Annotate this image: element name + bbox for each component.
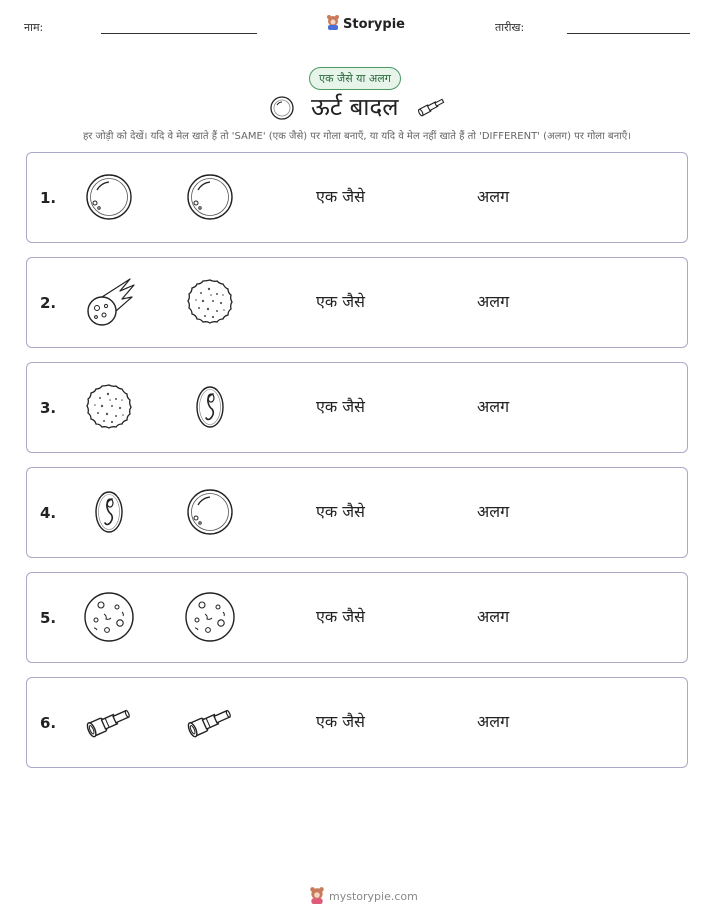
telescope-icon xyxy=(82,695,136,749)
same-option[interactable]: एक जैसे xyxy=(316,292,365,311)
question-row xyxy=(26,677,688,768)
worksheet-type-badge: एक जैसे या अलग xyxy=(309,67,401,90)
question-number: 6. xyxy=(40,714,57,732)
same-option[interactable]: एक जैसे xyxy=(316,397,365,416)
different-option[interactable]: अलग xyxy=(477,397,510,416)
different-option[interactable]: अलग xyxy=(477,607,510,626)
question-number: 5. xyxy=(40,609,57,627)
dust-cloud-icon xyxy=(82,380,136,434)
telescope-icon xyxy=(416,94,448,118)
moon-icon xyxy=(183,590,237,644)
logo-text: Storypie xyxy=(343,16,405,32)
bubble-icon xyxy=(82,170,136,224)
question-row xyxy=(26,152,688,243)
different-option[interactable]: अलग xyxy=(477,502,510,521)
seed-icon xyxy=(82,485,136,539)
bubble-icon xyxy=(183,485,237,539)
question-number: 2. xyxy=(40,294,57,312)
different-option[interactable]: अलग xyxy=(477,712,510,731)
dust-cloud-icon xyxy=(183,275,237,329)
name-field-line[interactable] xyxy=(101,33,257,34)
comet-icon xyxy=(82,275,136,329)
bubble-icon xyxy=(268,94,296,122)
storypie-logo xyxy=(326,14,405,34)
telescope-icon xyxy=(183,695,237,749)
date-label: तारीख: xyxy=(495,21,525,34)
question-number: 3. xyxy=(40,399,57,417)
question-row xyxy=(26,467,688,558)
question-number: 1. xyxy=(40,189,57,207)
same-option[interactable]: एक जैसे xyxy=(316,502,365,521)
moon-icon xyxy=(82,590,136,644)
same-option[interactable]: एक जैसे xyxy=(316,607,365,626)
different-option[interactable]: अलग xyxy=(477,292,510,311)
bear-mascot-icon xyxy=(309,886,325,907)
bubble-icon xyxy=(183,170,237,224)
name-label: नाम: xyxy=(24,21,44,34)
footer xyxy=(309,886,418,907)
question-row xyxy=(26,257,688,348)
different-option[interactable]: अलग xyxy=(477,187,510,206)
instructions: हर जोड़ी को देखें। यदि वे मेल खाते हैं तो 'SAME' (एक जैसे) पर गोला बनाएँ, या यदि वे मेल नहीं खाते हैं तो 'DIFFERENT' (अलग) पर गोला बनाएँ। xyxy=(82,131,632,142)
question-row xyxy=(26,362,688,453)
same-option[interactable]: एक जैसे xyxy=(316,712,365,731)
bear-mascot-icon xyxy=(326,14,340,34)
question-number: 4. xyxy=(40,504,57,522)
question-row xyxy=(26,572,688,663)
footer-url[interactable]: mystorypie.com xyxy=(329,890,418,903)
same-option[interactable]: एक जैसे xyxy=(316,187,365,206)
page-title: ऊर्ट बादल xyxy=(311,93,399,121)
seed-icon xyxy=(183,380,237,434)
date-field-line[interactable] xyxy=(567,33,690,34)
